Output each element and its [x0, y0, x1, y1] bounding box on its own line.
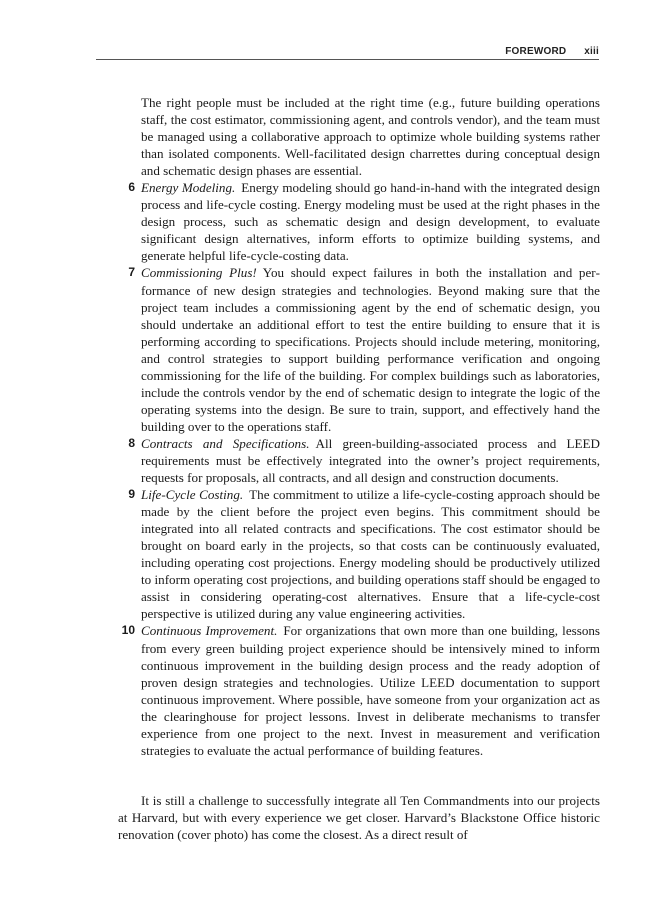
commandment-number: 6: [128, 180, 135, 195]
commandment-title: Life-Cycle Costing.: [141, 487, 244, 503]
closing-paragraph: It is still a challenge to successfully integrate all Ten Commandments into our projects at Harvard, but with every experience we get closer. Harvard’s Blackstone Office historic renovation (cover photo) has come the closest. As a direct result of: [118, 793, 600, 843]
commandment-text: The commitment to utilize a life-cycle-costing approach should be made by the client before the project even begins. This commitment should be integrated into all related contracts and specifications. The cost estimator should be brought on board early in the projects, so that costs can be continuously evaluated, including operating cost projections. Energy modeling should be productively utilized to inform operating cost projections, and building operations staff should be engaged to assist in considering operating-cost alternatives. Ensure that a life-cycle-cost perspective is utilized during any value engineering activities.: [141, 487, 600, 622]
commandment-number: 8: [128, 435, 135, 450]
section-title: FOREWORD: [505, 46, 567, 57]
main-text: [118, 94, 600, 759]
commandment-7: [118, 264, 600, 434]
commandment-number: 9: [128, 487, 135, 502]
commandment-title: Energy Modeling.: [141, 180, 236, 196]
commandment-title: Commissioning Plus!: [141, 265, 257, 281]
commandment-title: Contracts and Specifications.: [141, 435, 310, 451]
running-head: [96, 46, 599, 60]
header-rule: [96, 59, 599, 60]
commandment-text: You should expect failures in both the installation and performance of new design strategies and technologies. Beyond making sure that the project team includes a commissioning agent by the end of schematic design, you should undertake an additional effort to test the entire building to ensure that it is performing according to specifications. Projects should include metering, monitoring, and control strategies to support building performance verification and ongoing commissioning for the life of the building. For complex buildings such as laboratories, include the controls vendor by the end of schematic design to integrate the logic of the operating systems into the design. Be sure to train, support, and effectively hand the building over to the operations staff.: [141, 265, 600, 434]
commandment-title: Continuous Improvement.: [141, 623, 278, 639]
commandment-text: Energy modeling should go hand-in-hand with the integrated design process and life-cycle costing. Energy modeling must be used at the right phases in the design process, such as schematic design and design development, to evaluate significant design alternatives, inform efforts to optimize building systems, and generate helpful life-cycle-costing data.: [141, 180, 600, 264]
commandment-9: [118, 486, 600, 622]
page-number: xiii: [584, 46, 599, 57]
commandment-6: [118, 179, 600, 264]
commandment-number: 10: [121, 623, 135, 638]
lead-paragraph: The right people must be included at the right time (e.g., future building operations staff, the cost estimator, commissioning agent, and controls vendor), and the team must be managed using a collaborative approach to optimize whole building systems rather than isolated components. Well-facilitated design charrettes during conceptual design and schematic design phases are essential.: [141, 95, 600, 179]
commandment-text: All green-building-associated process and LEED requirements must be effectively integrated into the owner’s project requirements, requests for proposals, all contracts, and all design and construction documents.: [141, 435, 600, 486]
commandment-text: For organizations that own more than one building, lessons from every green building project experience should be intensively mined to inform continuous improvement in the building design process and the ready adoption of proven design strategies and technologies. Utilize LEED documentation to support continuous improvement. Where possible, have someone from your organization act as the clearinghouse for project lessons. Invest in deliberate mechanisms to transfer experience from one project to the next. Invest in measurement and verification strategies to evaluate the actual performance of building features.: [141, 623, 601, 758]
commandment-number: 7: [128, 265, 135, 280]
commandment-8: [118, 435, 600, 486]
commandment-10: [118, 622, 600, 758]
